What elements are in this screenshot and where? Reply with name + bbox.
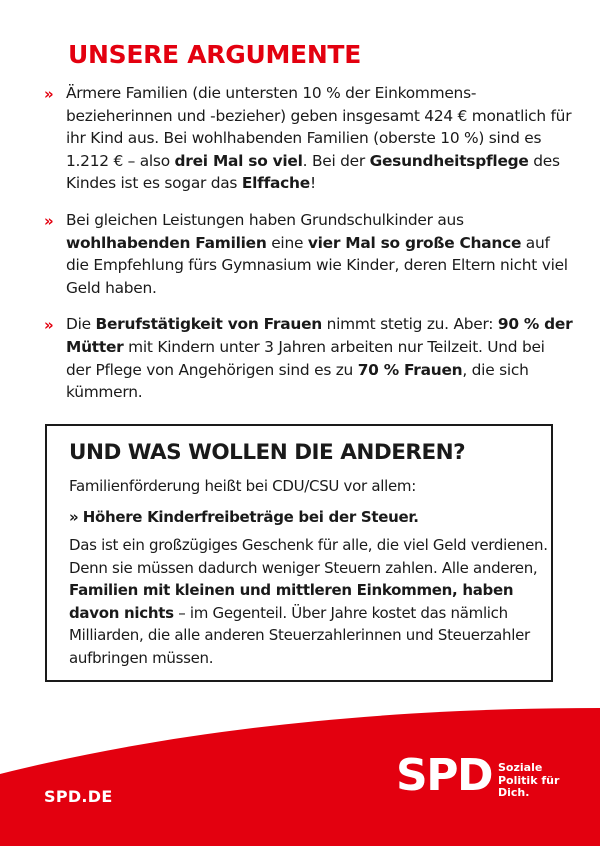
argument-item: [44, 82, 574, 195]
text-segment: eine: [266, 233, 308, 252]
emphasis-text: wohlhabenden Familien: [66, 233, 267, 252]
page-heading: UNSERE ARGUMENTE: [68, 40, 361, 69]
argument-item: [44, 313, 574, 403]
box-intro: Familienförderung heißt bei CDU/CSU vor allem:: [69, 477, 416, 495]
text-segment: . Bei der: [302, 151, 370, 170]
text-segment: auf die Empfehlung fürs Gymnasium wie Kinder, deren Eltern nicht viel Geld haben.: [66, 233, 568, 297]
emphasis-text: 70 % Frauen: [357, 360, 463, 379]
chevron-right-icon: »: [44, 211, 50, 230]
emphasis-text: Gesundheitspflege: [369, 151, 529, 170]
emphasis-text: drei Mal so viel: [174, 151, 303, 170]
text-segment: Ärmere Familien (die untersten 10 % der Einkommensbezieherinnen und -bezieher) geben insgesamt 424 € monatlich für ihr Kind aus. Bei wohlhabenden Familien (oberste 10 %) sind es 1.212 € – also: [66, 84, 572, 170]
text-segment: mit Kindern unter 3 Jahren arbeiten nur Teilzeit. Und bei der Pflege von Angehörigen sind es zu: [66, 337, 545, 379]
emphasis-text: Berufstätigkeit von Frauen: [95, 315, 322, 334]
emphasis-text: vier Mal so große Chance: [307, 233, 522, 252]
tagline-line: Soziale: [498, 761, 543, 774]
spd-logo: SPD: [396, 750, 492, 801]
comparison-box: [45, 424, 553, 682]
emphasis-text: Elffache: [241, 174, 310, 193]
box-claim-text: Höhere Kinderfreibeträge bei der Steuer.: [82, 507, 419, 526]
chevron-right-icon: »: [69, 507, 75, 526]
chevron-right-icon: »: [44, 316, 50, 335]
text-segment: – im Gegenteil. Über Jahre kostet das nämlich Milliarden, die alle anderen Steuerzahlerinnen und Steuerzahler aufbringen müssen.: [69, 603, 530, 667]
text-segment: , die sich kümmern.: [66, 360, 529, 402]
logo-tagline: [498, 762, 559, 800]
box-title: UND WAS WOLLEN DIE ANDEREN?: [69, 440, 466, 465]
emphasis-text: Familien mit kleinen und mittleren Einkommen, haben davon nichts: [69, 581, 514, 622]
chevron-right-icon: »: [44, 85, 50, 103]
tagline-line: Politik für: [498, 773, 560, 787]
argument-text: [66, 211, 568, 297]
box-body: [69, 534, 551, 669]
website-link[interactable]: SPD.DE: [44, 787, 113, 806]
text-segment: des Kindes ist es sogar das: [66, 151, 560, 193]
text-segment: nimmt stetig zu. Aber:: [322, 315, 498, 334]
text-segment: !: [309, 174, 316, 193]
argument-text: [66, 315, 572, 401]
emphasis-text: 90 % der Mütter: [66, 315, 573, 356]
tagline-line: Dich.: [498, 786, 530, 799]
text-segment: Bei gleichen Leistungen haben Grundschulkinder aus: [66, 210, 464, 229]
argument-item: [44, 209, 574, 299]
footer: [0, 690, 600, 846]
box-claim: [69, 506, 551, 529]
text-segment: Das ist ein großzügiges Geschenk für alle, die viel Geld verdienen. Denn sie müssen dadurch weniger Steuern zahlen. Alle anderen,: [69, 536, 548, 577]
text-segment: Die: [66, 315, 96, 334]
arguments-list: [44, 82, 574, 418]
argument-text: [66, 84, 571, 192]
